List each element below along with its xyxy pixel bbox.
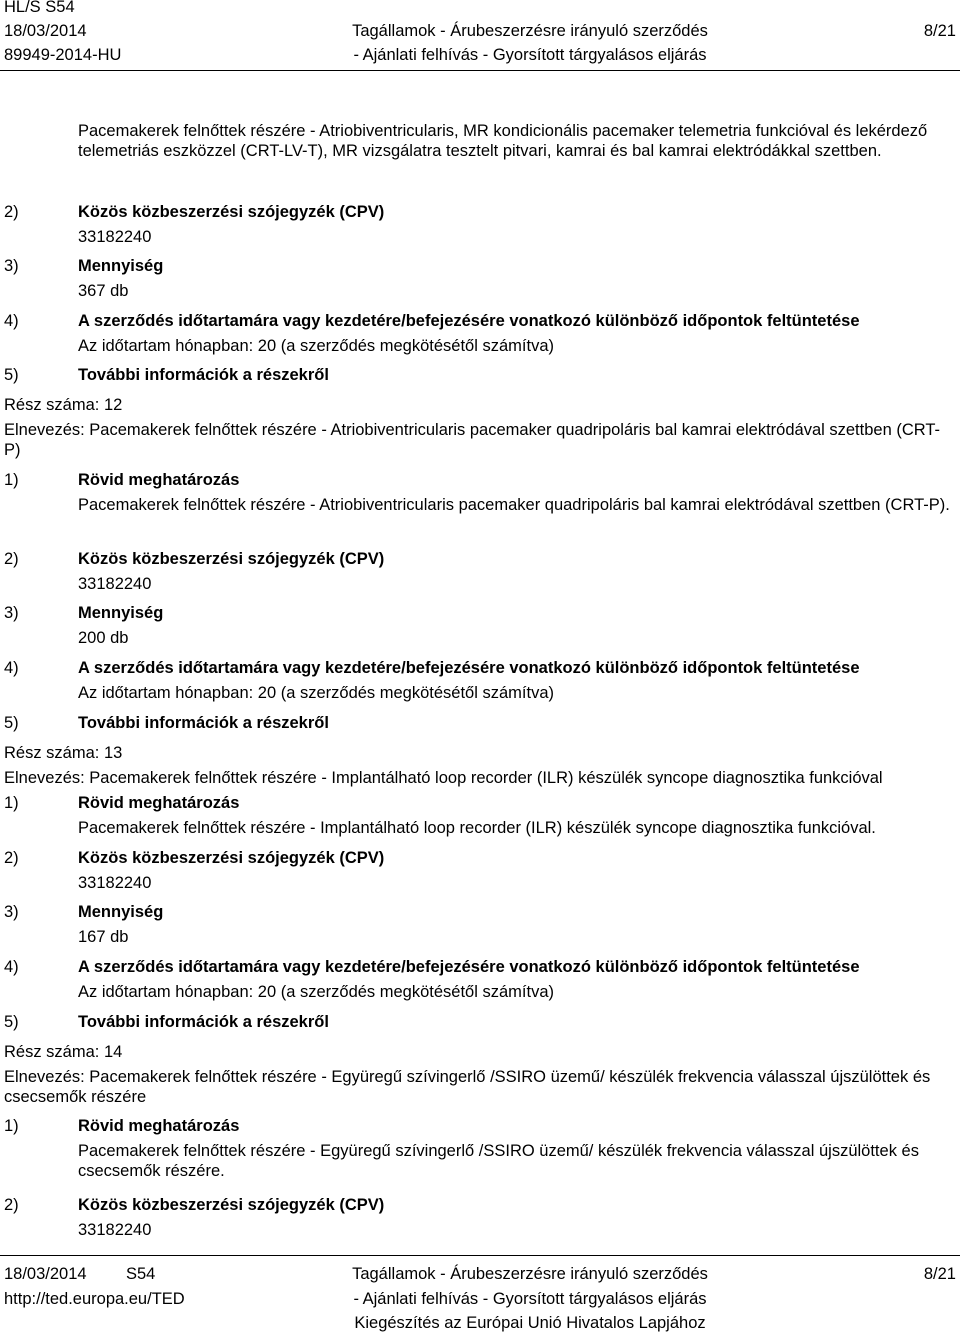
section-title: Mennyiség (78, 604, 164, 622)
lot14-short-desc-row (4, 1141, 956, 1185)
section-number: 2) (4, 203, 19, 221)
section-number: 5) (4, 366, 19, 384)
section-title: További információk a részekről (78, 366, 329, 384)
section-title: Közös közbeszerzési szójegyzék (CPV) (78, 849, 385, 867)
section-number: 2) (4, 849, 19, 867)
lot13-quantity: 167 db (78, 928, 129, 946)
header-date: 18/03/2014 (4, 22, 87, 40)
section-title: Rövid meghatározás (78, 471, 240, 489)
lot14-short-desc: Pacemakerek felnőttek részére - Együregű szívingerlő /SSIRO üzemű/ készülék frekvencia válasszal újszülöttek és csecsemők részére. (78, 1142, 919, 1180)
footer-series: S54 (126, 1265, 156, 1283)
section-title: Közös közbeszerzési szójegyzék (CPV) (78, 1196, 385, 1214)
header-title: Tagállamok - Árubeszerzésre irányuló szerződés (352, 22, 708, 40)
footer-page-number: 8/21 (923, 1265, 956, 1283)
lot14-name: Elnevezés: Pacemakerek felnőttek részére - Együregű szívingerlő /SSIRO üzemű/ készülék frekvencia válasszal újszülöttek és csecsemők részére (4, 1068, 931, 1106)
lot13-short-desc: Pacemakerek felnőttek részére - Implantálható loop recorder (ILR) készülék syncope diagnosztika funkcióval. (78, 819, 876, 837)
lot12-name: Elnevezés: Pacemakerek felnőttek részére - Atriobiventricularis pacemaker quadripoláris bal kamrai elektródával szettben (CRT-P) (4, 421, 941, 459)
section-number: 1) (4, 1117, 19, 1135)
lot11-short-desc-text: Pacemakerek felnőttek részére - Atriobiventricularis, MR kondicionális pacemaker telemetria funkcióval és lekérdező telemetriás eszközzel (CRT-LV-T), MR vizsgálatra tesztelt pitvari, kamrai és bal kamrai elektródákkal szettben. (78, 122, 928, 160)
footer-divider (0, 1255, 960, 1256)
lot13-cpv-code: 33182240 (78, 874, 152, 892)
lot14-number: Rész száma: 14 (4, 1043, 123, 1061)
section-number: 1) (4, 471, 19, 489)
header-page-number: 8/21 (923, 22, 956, 40)
section-number: 5) (4, 714, 19, 732)
lot11-quantity: 367 db (78, 282, 129, 300)
lot12-duration: Az időtartam hónapban: 20 (a szerződés megkötésétől számítva) (78, 684, 554, 702)
lot11-duration: Az időtartam hónapban: 20 (a szerződés megkötésétől számítva) (78, 337, 554, 355)
section-number: 3) (4, 903, 19, 921)
section-number: 3) (4, 257, 19, 275)
lot13-number: Rész száma: 13 (4, 744, 123, 762)
lot12-quantity: 200 db (78, 629, 129, 647)
footer-subtitle: - Ajánlati felhívás - Gyorsított tárgyalásos eljárás (353, 1290, 707, 1308)
footer-link[interactable]: http://ted.europa.eu/TED (4, 1290, 185, 1308)
footer-date: 18/03/2014 (4, 1265, 87, 1283)
section-number: 4) (4, 659, 19, 677)
header-divider (0, 70, 960, 71)
header-notice-id: 89949-2014-HU (4, 46, 122, 64)
lot12-short-desc-row (4, 495, 956, 539)
section-title: Közös közbeszerzési szójegyzék (CPV) (78, 203, 385, 221)
section-title: Mennyiség (78, 257, 164, 275)
section-title: Rövid meghatározás (78, 794, 240, 812)
section-title: A szerződés időtartamára vagy kezdetére/befejezésére vonatkozó különböző időpontok feltüntetése (78, 958, 860, 976)
section-title: A szerződés időtartamára vagy kezdetére/befejezésére vonatkozó különböző időpontok feltüntetése (78, 659, 860, 677)
section-number: 3) (4, 604, 19, 622)
lot12-short-desc: Pacemakerek felnőttek részére - Atriobiventricularis pacemaker quadripoláris bal kamrai elektródával szettben (CRT-P). (78, 496, 950, 514)
lot13-duration: Az időtartam hónapban: 20 (a szerződés megkötésétől számítva) (78, 983, 554, 1001)
lot11-cpv-code: 33182240 (78, 228, 152, 246)
lot13-name: Elnevezés: Pacemakerek felnőttek részére - Implantálható loop recorder (ILR) készülék syncope diagnosztika funkcióval (4, 769, 883, 787)
section-number: 4) (4, 312, 19, 330)
lot12-number: Rész száma: 12 (4, 396, 123, 414)
section-number: 2) (4, 1196, 19, 1214)
lot11-short-desc-text-row (4, 121, 956, 193)
section-number: 5) (4, 1013, 19, 1031)
section-title: További információk a részekről (78, 714, 329, 732)
section-number: 2) (4, 550, 19, 568)
section-title: Rövid meghatározás (78, 1117, 240, 1135)
footer-supplement: Kiegészítés az Európai Unió Hivatalos Lapjához (354, 1314, 706, 1332)
lot14-cpv-code: 33182240 (78, 1221, 152, 1239)
header-journal-code: HL/S S54 (4, 0, 75, 16)
lot12-cpv-code: 33182240 (78, 575, 152, 593)
section-title: További információk a részekről (78, 1013, 329, 1031)
footer-title: Tagállamok - Árubeszerzésre irányuló szerződés (352, 1265, 708, 1283)
section-number: 1) (4, 794, 19, 812)
section-title: Mennyiség (78, 903, 164, 921)
section-number: 4) (4, 958, 19, 976)
header-subtitle: - Ajánlati felhívás - Gyorsított tárgyalásos eljárás (353, 46, 707, 64)
section-title: A szerződés időtartamára vagy kezdetére/befejezésére vonatkozó különböző időpontok feltüntetése (78, 312, 860, 330)
section-title: Közös közbeszerzési szójegyzék (CPV) (78, 550, 385, 568)
